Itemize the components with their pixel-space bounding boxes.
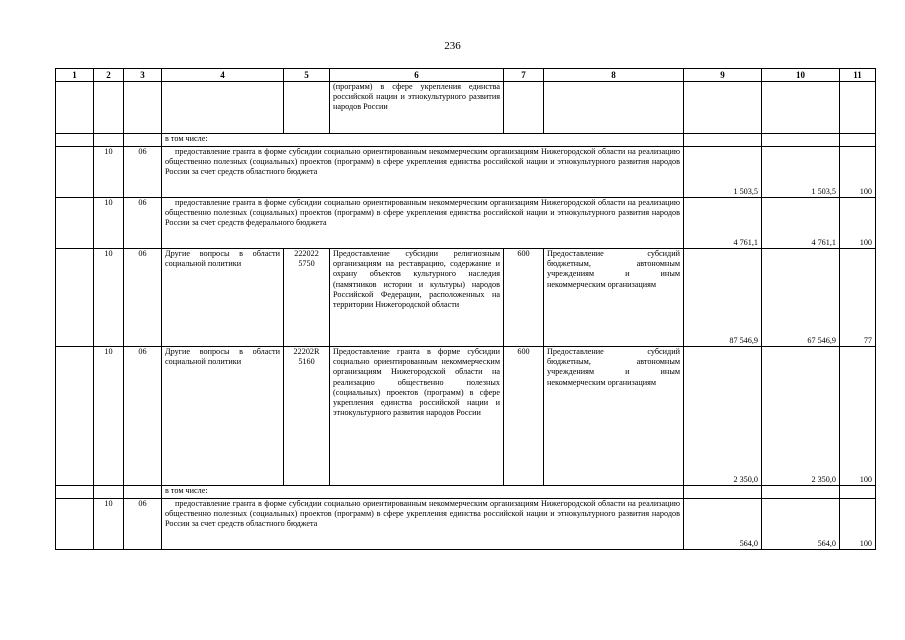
subsection-code: 06	[124, 198, 162, 249]
budget-table	[55, 68, 876, 550]
executed-amount: 2 350,0	[762, 347, 840, 486]
merged-description: предоставление гранта в форме субсидии социально ориентированным некоммерческим организациям Нижегородской области на реализацию общественно полезных (социальных) проектов (программ) в сфере укрепления единства российской нации и этнокультурного развития народов России за счет средств областного бюджета	[162, 499, 684, 550]
activity-description: Предоставление субсидии религиозным организациям на реставрацию, содержание и охрану объектов культурного наследия (памятников истории и культуры) народов Российской Федерации, расположенных на территории Нижегородской области	[330, 249, 504, 347]
subsection-code: 06	[124, 147, 162, 198]
table-row	[56, 147, 876, 198]
merged-description: предоставление гранта в форме субсидии социально ориентированным некоммерческим организациям Нижегородской области на реализацию общественно полезных (социальных) проектов (программ) в сфере укрепления единства российской нации и этнокультурного развития народов России за счет средств федерального бюджета	[162, 198, 684, 249]
subsection-code: 06	[124, 499, 162, 550]
target-code: 22202R 5160	[284, 347, 330, 486]
column-header: 1	[56, 69, 94, 82]
page-number: 236	[444, 40, 461, 52]
planned-amount: 87 546,9	[684, 249, 762, 347]
execution-percent: 100	[840, 198, 876, 249]
column-header: 10	[762, 69, 840, 82]
planned-amount: 1 503,5	[684, 147, 762, 198]
planned-amount: 4 761,1	[684, 198, 762, 249]
table-row	[56, 499, 876, 550]
column-header: 9	[684, 69, 762, 82]
table-row	[56, 134, 876, 147]
including-label: в том числе:	[162, 134, 684, 147]
table-row	[56, 198, 876, 249]
section-name: Другие вопросы в области социальной политики	[162, 347, 284, 486]
section-code: 10	[94, 249, 124, 347]
column-header: 8	[544, 69, 684, 82]
column-header: 11	[840, 69, 876, 82]
column-header: 4	[162, 69, 284, 82]
execution-percent: 100	[840, 347, 876, 486]
section-name: Другие вопросы в области социальной политики	[162, 249, 284, 347]
column-header: 5	[284, 69, 330, 82]
expense-type-code: 600	[504, 249, 544, 347]
expense-type-name: Предоставление субсидий бюджетным, автономным учреждениям и иным некоммерческим организациям	[544, 347, 684, 486]
column-header: 6	[330, 69, 504, 82]
section-code: 10	[94, 347, 124, 486]
execution-percent: 100	[840, 147, 876, 198]
planned-amount: 564,0	[684, 499, 762, 550]
executed-amount: 1 503,5	[762, 147, 840, 198]
activity-description: (программ) в сфере укрепления единства российской нации и этнокультурного развития народов России	[330, 82, 504, 134]
merged-description: предоставление гранта в форме субсидии социально ориентированным некоммерческим организациям Нижегородской области на реализацию общественно полезных (социальных) проектов (программ) в сфере укрепления единства российской нации и этнокультурного развития народов России за счет средств областного бюджета	[162, 147, 684, 198]
including-label: в том числе:	[162, 486, 684, 499]
planned-amount: 2 350,0	[684, 347, 762, 486]
table-row	[56, 249, 876, 347]
activity-description: Предоставление гранта в форме субсидии социально ориентированным некоммерческим организациям Нижегородской области на реализацию общественно полезных (социальных) проектов (программ) в сфере укрепления единства российской нации и этнокультурного развития народов России	[330, 347, 504, 486]
section-code: 10	[94, 198, 124, 249]
table-row	[56, 347, 876, 486]
expense-type-code: 600	[504, 347, 544, 486]
section-code: 10	[94, 147, 124, 198]
execution-percent: 100	[840, 499, 876, 550]
executed-amount: 4 761,1	[762, 198, 840, 249]
column-header: 2	[94, 69, 124, 82]
section-code: 10	[94, 499, 124, 550]
subsection-code: 06	[124, 347, 162, 486]
column-header: 7	[504, 69, 544, 82]
subsection-code: 06	[124, 249, 162, 347]
table-row	[56, 486, 876, 499]
execution-percent: 77	[840, 249, 876, 347]
expense-type-name: Предоставление субсидий бюджетным, автономным учреждениям и иным некоммерческим организациям	[544, 249, 684, 347]
table-row	[56, 82, 876, 134]
target-code: 222022 5750	[284, 249, 330, 347]
column-header: 3	[124, 69, 162, 82]
header-row	[56, 69, 876, 82]
executed-amount: 67 546,9	[762, 249, 840, 347]
executed-amount: 564,0	[762, 499, 840, 550]
